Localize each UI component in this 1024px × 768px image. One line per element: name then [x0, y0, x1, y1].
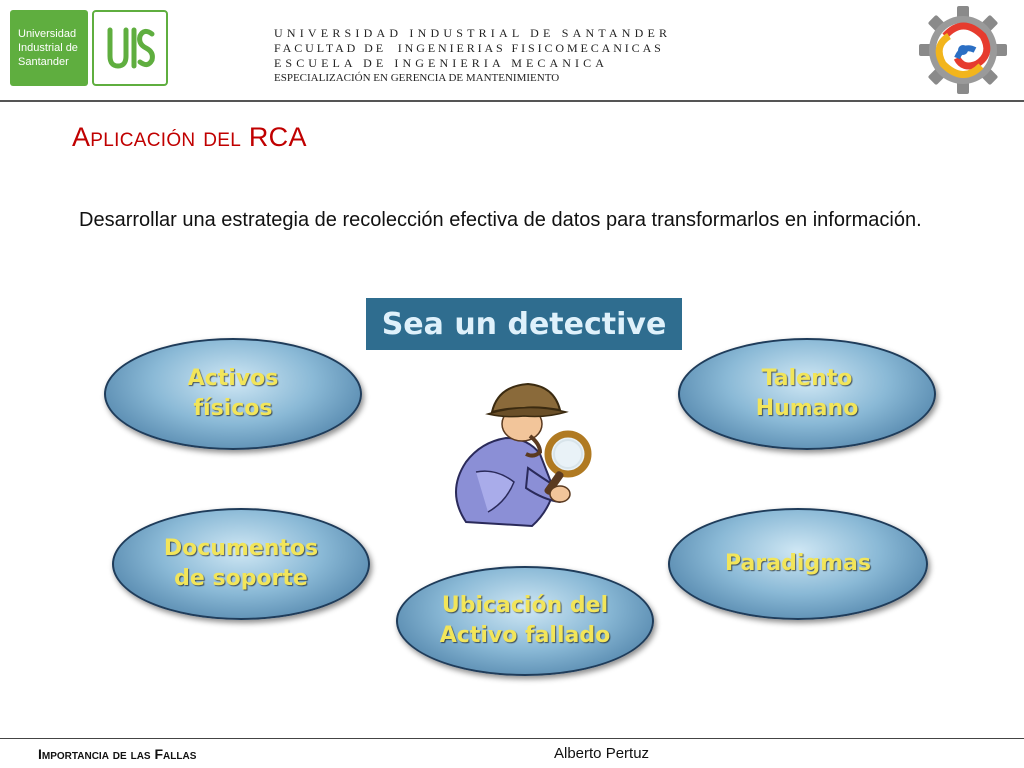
- node-line2: físicos: [193, 396, 273, 421]
- detective-banner: Sea un detective: [366, 298, 682, 350]
- node-ubicacion-activo: [396, 566, 654, 676]
- header-specialization: ESPECIALIZACIÓN EN GERENCIA DE MANTENIMIENTO: [274, 72, 560, 84]
- logo-text-line2: Industrial de: [18, 42, 78, 54]
- node-line2: Activo fallado: [439, 623, 611, 648]
- institution-header: [274, 26, 671, 86]
- footer-author: Alberto Pertuz: [554, 745, 650, 762]
- footer-topic: Importancia de las Fallas: [38, 746, 197, 762]
- header-school: ESCUELA DE INGENIERIA MECANICA: [274, 56, 608, 70]
- node-paradigmas: [668, 508, 928, 620]
- node-line1: Paradigmas: [725, 551, 871, 576]
- slide-body-text: Desarrollar una estrategia de recolección efectiva de datos para transformarlos en información.: [79, 209, 922, 231]
- node-line1: Activos: [187, 366, 279, 391]
- gear-swirl-icon: [918, 4, 1008, 96]
- node-activos-fisicos: [104, 338, 362, 450]
- node-line2: de soporte: [174, 566, 308, 591]
- node-line1: Talento: [761, 366, 853, 391]
- university-logo: [10, 10, 88, 86]
- logo-text-line1: Universidad: [18, 28, 77, 40]
- node-talento-humano: [678, 338, 936, 450]
- uis-mark-icon: [94, 12, 166, 84]
- node-line1: Ubicación del: [441, 593, 609, 618]
- header-divider: [0, 100, 1024, 102]
- node-documentos-soporte: [112, 508, 370, 620]
- header-faculty: FACULTAD DE INGENIERIAS FISICOMECANICAS: [274, 41, 664, 55]
- footer-divider: [0, 738, 1024, 739]
- logo-text-line3: Santander: [18, 56, 69, 68]
- header-university: UNIVERSIDAD INDUSTRIAL DE SANTANDER: [274, 26, 672, 40]
- node-line2: Humano: [755, 396, 859, 421]
- slide-title: Aplicación del RCA: [72, 122, 307, 152]
- detective-magnifier-icon: [436, 372, 608, 536]
- node-line1: Documentos: [163, 536, 319, 561]
- uis-logo: [92, 10, 168, 86]
